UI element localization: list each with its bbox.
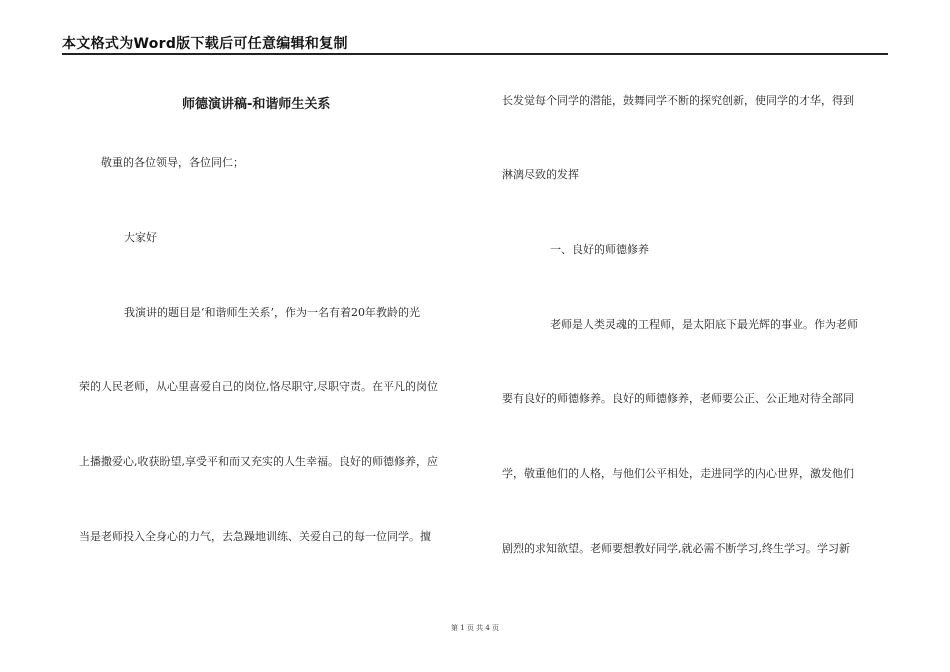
body-line: 荣的人民老师，从心里喜爱自己的岗位,恪尽职守,尽职守责。在平凡的岗位: [79, 380, 438, 393]
document-title: 师德演讲稿-和谐师生关系: [182, 97, 331, 112]
body-line: 学，敬重他们的人格，与他们公平相处，走进同学的内心世界，激发他们: [502, 467, 854, 480]
document-banner: 本文格式为Word版下载后可任意编辑和复制: [62, 36, 348, 52]
body-line: 要有良好的师德修养。良好的师德修养，老师要公正、公正地对待全部同: [502, 392, 854, 405]
body-line: 我演讲的题目是‘和谐师生关系’，作为一名有着20年教龄的光: [124, 306, 420, 319]
body-line: 当是老师投入全身心的力气，去急躁地训练、关爱自己的每一位同学。擅: [79, 530, 431, 543]
banner-divider: [62, 53, 888, 55]
body-line: 老师是人类灵魂的工程师，是太阳底下最光辉的事业。作为老师: [550, 318, 858, 331]
salutation-line: 敬重的各位领导，各位同仁；: [101, 156, 244, 169]
body-line: 上播撒爱心,收获盼望,享受平和而又充实的人生幸福。良好的师德修养，应: [79, 455, 438, 468]
body-line: 淋漓尽致的发挥: [502, 168, 579, 181]
greeting-line: 大家好: [124, 231, 157, 244]
section-heading: 一、良好的师德修养: [550, 243, 649, 256]
body-line: 剧烈的求知欲望。老师要想教好同学,就必需不断学习,终生学习。学习新: [502, 542, 850, 555]
page-number: 第 1 页 共 4 页: [450, 624, 500, 632]
body-line: 长发觉每个同学的潜能，鼓舞同学不断的探究创新，使同学的才华，得到: [502, 94, 854, 107]
